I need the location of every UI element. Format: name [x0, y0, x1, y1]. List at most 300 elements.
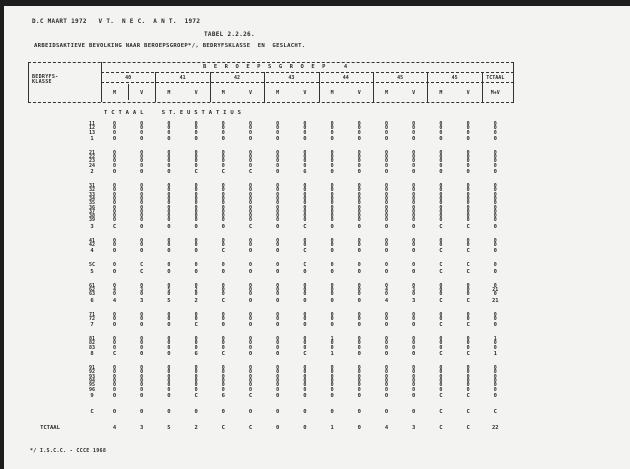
- count-value: 0: [248, 183, 252, 190]
- count-value: 0: [248, 129, 252, 136]
- count-value: 0: [112, 217, 116, 224]
- count-value: 0: [412, 195, 416, 202]
- total-value: 0: [493, 191, 497, 198]
- count-value: 0: [140, 204, 144, 211]
- count-value: 3: [140, 424, 144, 431]
- count-value: 0: [248, 365, 252, 372]
- count-value: 0: [330, 121, 334, 127]
- count-value: 0: [466, 373, 470, 380]
- count-value: 0: [140, 408, 144, 415]
- total-value: 22: [491, 424, 499, 431]
- count-value: 0: [140, 208, 144, 215]
- count-value: 0: [439, 125, 443, 132]
- count-value: 0: [112, 242, 116, 249]
- occupation-group-5: 45: [397, 75, 404, 81]
- count-value: 0: [412, 183, 416, 190]
- count-value: 0: [384, 291, 388, 298]
- count-value: C: [466, 322, 470, 329]
- count-value: 0: [112, 121, 116, 127]
- count-value: 0: [167, 262, 171, 269]
- sex-header: V: [140, 90, 144, 96]
- class-total-row: [28, 408, 514, 417]
- count-value: 0: [357, 208, 361, 215]
- count-value: 4: [112, 424, 117, 431]
- count-value: 0: [221, 408, 225, 415]
- count-value: 0: [330, 213, 334, 220]
- count-value: 0: [112, 154, 116, 161]
- count-value: 0: [357, 311, 361, 318]
- count-value: 0: [276, 129, 280, 136]
- industry-block: [28, 313, 514, 331]
- count-value: C: [112, 223, 117, 230]
- count-value: C: [248, 424, 253, 431]
- count-value: C: [221, 297, 225, 304]
- count-value: 0: [248, 204, 252, 211]
- count-value: 0: [276, 158, 280, 165]
- count-value: 0: [140, 351, 144, 358]
- count-value: 0: [248, 297, 253, 304]
- count-value: 0: [330, 187, 334, 194]
- count-value: 0: [439, 129, 443, 136]
- count-value: 0: [439, 158, 443, 165]
- count-value: 0: [412, 135, 416, 142]
- count-value: 0: [167, 322, 171, 329]
- count-value: 0: [384, 191, 388, 198]
- count-value: 0: [357, 242, 361, 249]
- count-value: 0: [303, 125, 307, 132]
- count-value: 0: [167, 377, 171, 384]
- count-value: 0: [221, 282, 225, 289]
- count-value: 0: [248, 125, 252, 132]
- count-value: 0: [221, 373, 225, 380]
- count-value: 0: [140, 213, 144, 220]
- total-value: 0: [493, 315, 497, 322]
- count-value: 0: [330, 129, 334, 136]
- count-value: 0: [412, 242, 416, 249]
- count-value: 0: [384, 242, 388, 249]
- count-value: 0: [140, 135, 144, 142]
- industry-code: 82: [88, 340, 96, 347]
- count-value: 0: [439, 204, 443, 211]
- count-value: 0: [357, 204, 361, 211]
- count-value: 0: [194, 315, 198, 322]
- count-value: 0: [248, 262, 252, 269]
- industry-block: [28, 184, 514, 232]
- count-value: 0: [167, 369, 171, 376]
- count-value: 0: [357, 183, 361, 190]
- count-value: 0: [330, 217, 334, 224]
- count-value: 0: [221, 162, 225, 169]
- count-value: 0: [466, 183, 470, 190]
- footnote: */ I.S.C.C. - CCCE 1968: [30, 448, 107, 454]
- count-value: 0: [412, 369, 416, 376]
- count-value: 0: [357, 213, 361, 220]
- count-value: 0: [439, 149, 443, 156]
- count-value: 0: [194, 369, 198, 376]
- count-value: 0: [221, 377, 225, 384]
- count-value: 0: [466, 242, 470, 249]
- count-value: 0: [439, 162, 443, 169]
- count-value: 1: [330, 424, 334, 431]
- count-value: 0: [357, 162, 361, 169]
- count-value: 0: [276, 200, 280, 207]
- count-value: 0: [466, 344, 470, 351]
- count-value: 0: [466, 340, 470, 347]
- total-value: 21: [492, 286, 499, 293]
- count-value: 0: [140, 365, 144, 372]
- industry-code: 95: [88, 382, 96, 389]
- count-value: 0: [140, 242, 144, 249]
- count-value: 0: [167, 344, 171, 351]
- count-value: C: [439, 351, 443, 358]
- count-value: 0: [357, 377, 361, 384]
- count-value: 0: [194, 262, 198, 269]
- count-value: 0: [140, 322, 144, 329]
- count-value: 0: [276, 121, 280, 127]
- count-value: 0: [357, 282, 361, 289]
- count-value: 0: [466, 382, 470, 389]
- count-value: 0: [167, 311, 171, 318]
- count-value: C: [439, 248, 443, 255]
- count-value: 0: [357, 191, 361, 198]
- count-value: 0: [221, 125, 225, 132]
- count-value: 0: [412, 217, 416, 224]
- count-value: 0: [303, 217, 307, 224]
- sex-header: V: [248, 90, 252, 96]
- count-value: 0: [303, 297, 307, 304]
- count-value: 0: [412, 291, 416, 298]
- count-value: 0: [140, 191, 144, 198]
- industry-class-header: BEDRYFS- KLASSE: [32, 74, 59, 85]
- count-value: 0: [248, 382, 252, 389]
- count-value: 0: [167, 154, 171, 161]
- count-value: 0: [221, 195, 225, 202]
- count-value: 0: [330, 268, 334, 275]
- count-value: 0: [167, 195, 171, 202]
- count-value: 0: [140, 369, 144, 376]
- count-value: 0: [140, 223, 144, 230]
- count-value: 0: [167, 162, 171, 169]
- count-value: 0: [221, 200, 225, 207]
- count-value: 0: [384, 340, 388, 347]
- count-value: 0: [439, 286, 443, 293]
- count-value: 0: [384, 121, 388, 127]
- count-value: 0: [303, 187, 307, 194]
- count-value: 0: [412, 187, 416, 194]
- count-value: 0: [384, 365, 388, 372]
- count-value: 0: [248, 286, 252, 293]
- sex-header: M: [221, 90, 225, 96]
- count-value: 0: [439, 237, 443, 244]
- count-value: 0: [248, 217, 252, 224]
- count-value: C: [303, 262, 307, 269]
- count-value: 0: [384, 237, 388, 244]
- count-value: 0: [112, 237, 116, 244]
- count-value: C: [466, 392, 470, 399]
- total-column-header: TCTAAL: [486, 75, 505, 81]
- count-value: 0: [357, 340, 361, 347]
- count-value: 4: [384, 424, 389, 431]
- count-value: C: [194, 392, 198, 399]
- count-value: 0: [303, 282, 307, 289]
- count-value: 0: [248, 282, 252, 289]
- total-value: 0: [493, 382, 497, 389]
- count-value: 0: [439, 365, 443, 372]
- count-value: 0: [140, 187, 144, 194]
- count-value: 0: [330, 200, 334, 207]
- count-value: 0: [167, 129, 171, 136]
- total-value: 0: [493, 377, 497, 384]
- total-value: 0: [493, 162, 497, 169]
- class-total-row: [28, 350, 514, 359]
- count-value: 0: [248, 242, 252, 249]
- industry-code: 2: [90, 169, 94, 176]
- count-value: 0: [466, 311, 470, 318]
- count-value: 0: [412, 169, 416, 176]
- count-value: 0: [330, 369, 334, 376]
- count-value: 0: [330, 183, 334, 190]
- count-value: 0: [167, 382, 171, 389]
- count-value: 0: [276, 237, 280, 244]
- class-total-row: [28, 135, 514, 144]
- total-value: 0: [493, 125, 497, 132]
- count-value: C: [112, 351, 117, 358]
- count-value: 0: [194, 377, 198, 384]
- count-value: 0: [466, 377, 470, 384]
- count-value: 0: [194, 336, 198, 343]
- count-value: 0: [303, 336, 307, 343]
- occupation-group-3: 43: [288, 75, 295, 81]
- count-value: 0: [221, 204, 225, 211]
- count-value: 0: [384, 382, 388, 389]
- count-value: 0: [248, 121, 252, 127]
- count-value: 0: [330, 365, 334, 372]
- count-value: 0: [303, 365, 307, 372]
- count-value: 0: [221, 286, 225, 293]
- count-value: 0: [276, 386, 280, 393]
- industry-block: [28, 151, 514, 177]
- count-value: 0: [276, 291, 280, 298]
- count-value: C: [439, 322, 443, 329]
- count-value: 0: [357, 291, 361, 298]
- count-value: C: [221, 169, 225, 176]
- count-value: 0: [112, 195, 116, 202]
- count-value: C: [466, 248, 470, 255]
- industry-code: 33: [88, 191, 96, 198]
- count-value: 0: [140, 248, 144, 255]
- count-value: 0: [248, 369, 252, 376]
- count-value: 0: [330, 297, 334, 304]
- count-value: 0: [384, 336, 388, 343]
- count-value: 0: [140, 162, 144, 169]
- count-value: 0: [167, 135, 171, 142]
- sex-header: M: [112, 90, 116, 96]
- industry-code: 6: [90, 297, 94, 304]
- count-value: 0: [303, 213, 307, 220]
- count-value: 0: [276, 262, 280, 269]
- count-value: 0: [412, 200, 416, 207]
- count-value: 0: [248, 344, 252, 351]
- total-value: 0: [493, 248, 497, 255]
- industry-code: 8: [90, 351, 94, 358]
- count-value: 4: [384, 286, 388, 293]
- count-value: 0: [248, 162, 252, 169]
- count-value: 0: [466, 135, 470, 142]
- count-value: 0: [439, 344, 443, 351]
- count-value: 0: [194, 408, 198, 415]
- count-value: 0: [412, 344, 416, 351]
- count-value: 0: [248, 291, 252, 298]
- count-value: 0: [248, 149, 252, 156]
- count-value: 0: [330, 262, 334, 269]
- count-value: 0: [357, 237, 361, 244]
- industry-block: [28, 239, 514, 257]
- count-value: 0: [221, 217, 225, 224]
- count-value: 0: [384, 408, 389, 415]
- total-value: 0: [493, 365, 497, 372]
- count-value: 0: [167, 291, 171, 298]
- count-value: 0: [140, 183, 144, 190]
- industry-code: 41: [88, 237, 96, 244]
- count-value: 0: [466, 369, 470, 376]
- count-value: 0: [276, 268, 280, 275]
- sex-header: V: [357, 90, 361, 96]
- industry-code: C: [90, 408, 94, 415]
- count-value: 0: [439, 377, 443, 384]
- count-value: 2: [194, 297, 198, 304]
- count-value: C: [140, 268, 144, 275]
- class-total-row: [28, 297, 514, 306]
- count-value: 0: [276, 373, 280, 380]
- count-value: 0: [330, 344, 334, 351]
- industry-code: 62: [88, 286, 96, 293]
- count-value: 0: [276, 369, 280, 376]
- count-value: 0: [248, 191, 252, 198]
- count-value: 0: [167, 217, 171, 224]
- industry-code: 11: [88, 121, 96, 127]
- count-value: 0: [167, 408, 171, 415]
- count-value: 0: [439, 217, 443, 224]
- sex-header: M: [167, 90, 171, 96]
- count-value: 0: [276, 408, 280, 415]
- count-value: 0: [384, 344, 388, 351]
- count-value: 0: [248, 154, 252, 161]
- industry-code: 83: [88, 344, 96, 351]
- count-value: 0: [167, 169, 171, 176]
- count-value: 0: [167, 268, 171, 275]
- count-value: 0: [167, 125, 171, 132]
- count-value: 0: [357, 169, 361, 176]
- count-value: C: [248, 392, 253, 399]
- count-value: 0: [357, 248, 361, 255]
- occupation-group-4: 44: [342, 75, 349, 81]
- count-value: 0: [384, 154, 388, 161]
- count-value: C: [248, 169, 253, 176]
- count-value: 0: [330, 237, 334, 244]
- count-value: 0: [167, 200, 171, 207]
- count-value: 0: [466, 204, 470, 211]
- count-value: 0: [221, 121, 225, 127]
- count-value: 0: [357, 158, 361, 165]
- count-value: 0: [357, 369, 361, 376]
- count-value: 0: [140, 158, 144, 165]
- count-value: 0: [248, 237, 252, 244]
- count-value: 0: [439, 336, 443, 343]
- count-value: 0: [384, 217, 388, 224]
- table-title: ARBEIDSAKTIEVE BEVOLKING NAAR BEROEPSGROEP*/, BEDRYFSKLASSE EN GESLACHT.: [34, 43, 306, 49]
- count-value: 0: [439, 169, 443, 176]
- count-value: 0: [194, 373, 198, 380]
- industry-code: 72: [88, 315, 96, 322]
- total-value: 0: [493, 135, 497, 142]
- total-value: 0: [493, 183, 497, 190]
- count-value: 0: [276, 162, 280, 169]
- count-value: 0: [112, 200, 116, 207]
- count-value: 0: [439, 373, 443, 380]
- class-total-row: [28, 321, 514, 330]
- count-value: C: [248, 223, 253, 230]
- count-value: 0: [466, 125, 470, 132]
- total-value: 0: [493, 392, 497, 399]
- sex-header: V: [412, 90, 416, 96]
- total-value: 0: [493, 373, 497, 380]
- count-value: 0: [276, 340, 280, 347]
- industry-code: 61: [88, 282, 96, 289]
- count-value: 0: [412, 213, 416, 220]
- count-value: 0: [112, 262, 116, 269]
- count-value: 0: [140, 282, 144, 289]
- count-value: 0: [167, 373, 171, 380]
- count-value: 0: [412, 351, 416, 358]
- count-value: 0: [167, 121, 171, 127]
- total-value: 0: [493, 223, 497, 230]
- count-value: 0: [439, 340, 443, 347]
- count-value: 0: [112, 135, 117, 142]
- count-value: 0: [112, 183, 116, 190]
- count-value: C: [466, 297, 470, 304]
- count-value: 0: [248, 322, 253, 329]
- count-value: 0: [140, 392, 144, 399]
- count-value: 0: [384, 322, 389, 329]
- industry-code: 92: [88, 369, 96, 376]
- count-value: 0: [140, 195, 144, 202]
- count-value: 0: [221, 187, 225, 194]
- count-value: 0: [221, 183, 225, 190]
- total-sex-header: M+V: [490, 90, 500, 96]
- total-value: 0: [493, 200, 497, 207]
- count-value: 0: [303, 291, 307, 298]
- count-value: 0: [357, 424, 361, 431]
- occupation-group-header: B E R O E P S G R O E P 4: [203, 64, 348, 70]
- count-value: 0: [412, 191, 416, 198]
- industry-code: 5: [90, 268, 94, 275]
- count-value: 0: [194, 200, 198, 207]
- count-value: 0: [439, 154, 443, 161]
- count-value: 0: [330, 125, 334, 132]
- count-value: 5: [167, 286, 171, 293]
- count-value: 0: [384, 282, 388, 289]
- count-value: 0: [466, 187, 470, 194]
- count-value: 5: [167, 297, 171, 304]
- count-value: 0: [248, 268, 253, 275]
- count-value: 0: [112, 208, 116, 215]
- count-value: 0: [194, 386, 198, 393]
- count-value: 0: [167, 237, 171, 244]
- count-value: 4: [384, 297, 389, 304]
- count-value: 0: [357, 125, 361, 132]
- total-value: 0: [493, 154, 497, 161]
- table-header: [28, 62, 514, 106]
